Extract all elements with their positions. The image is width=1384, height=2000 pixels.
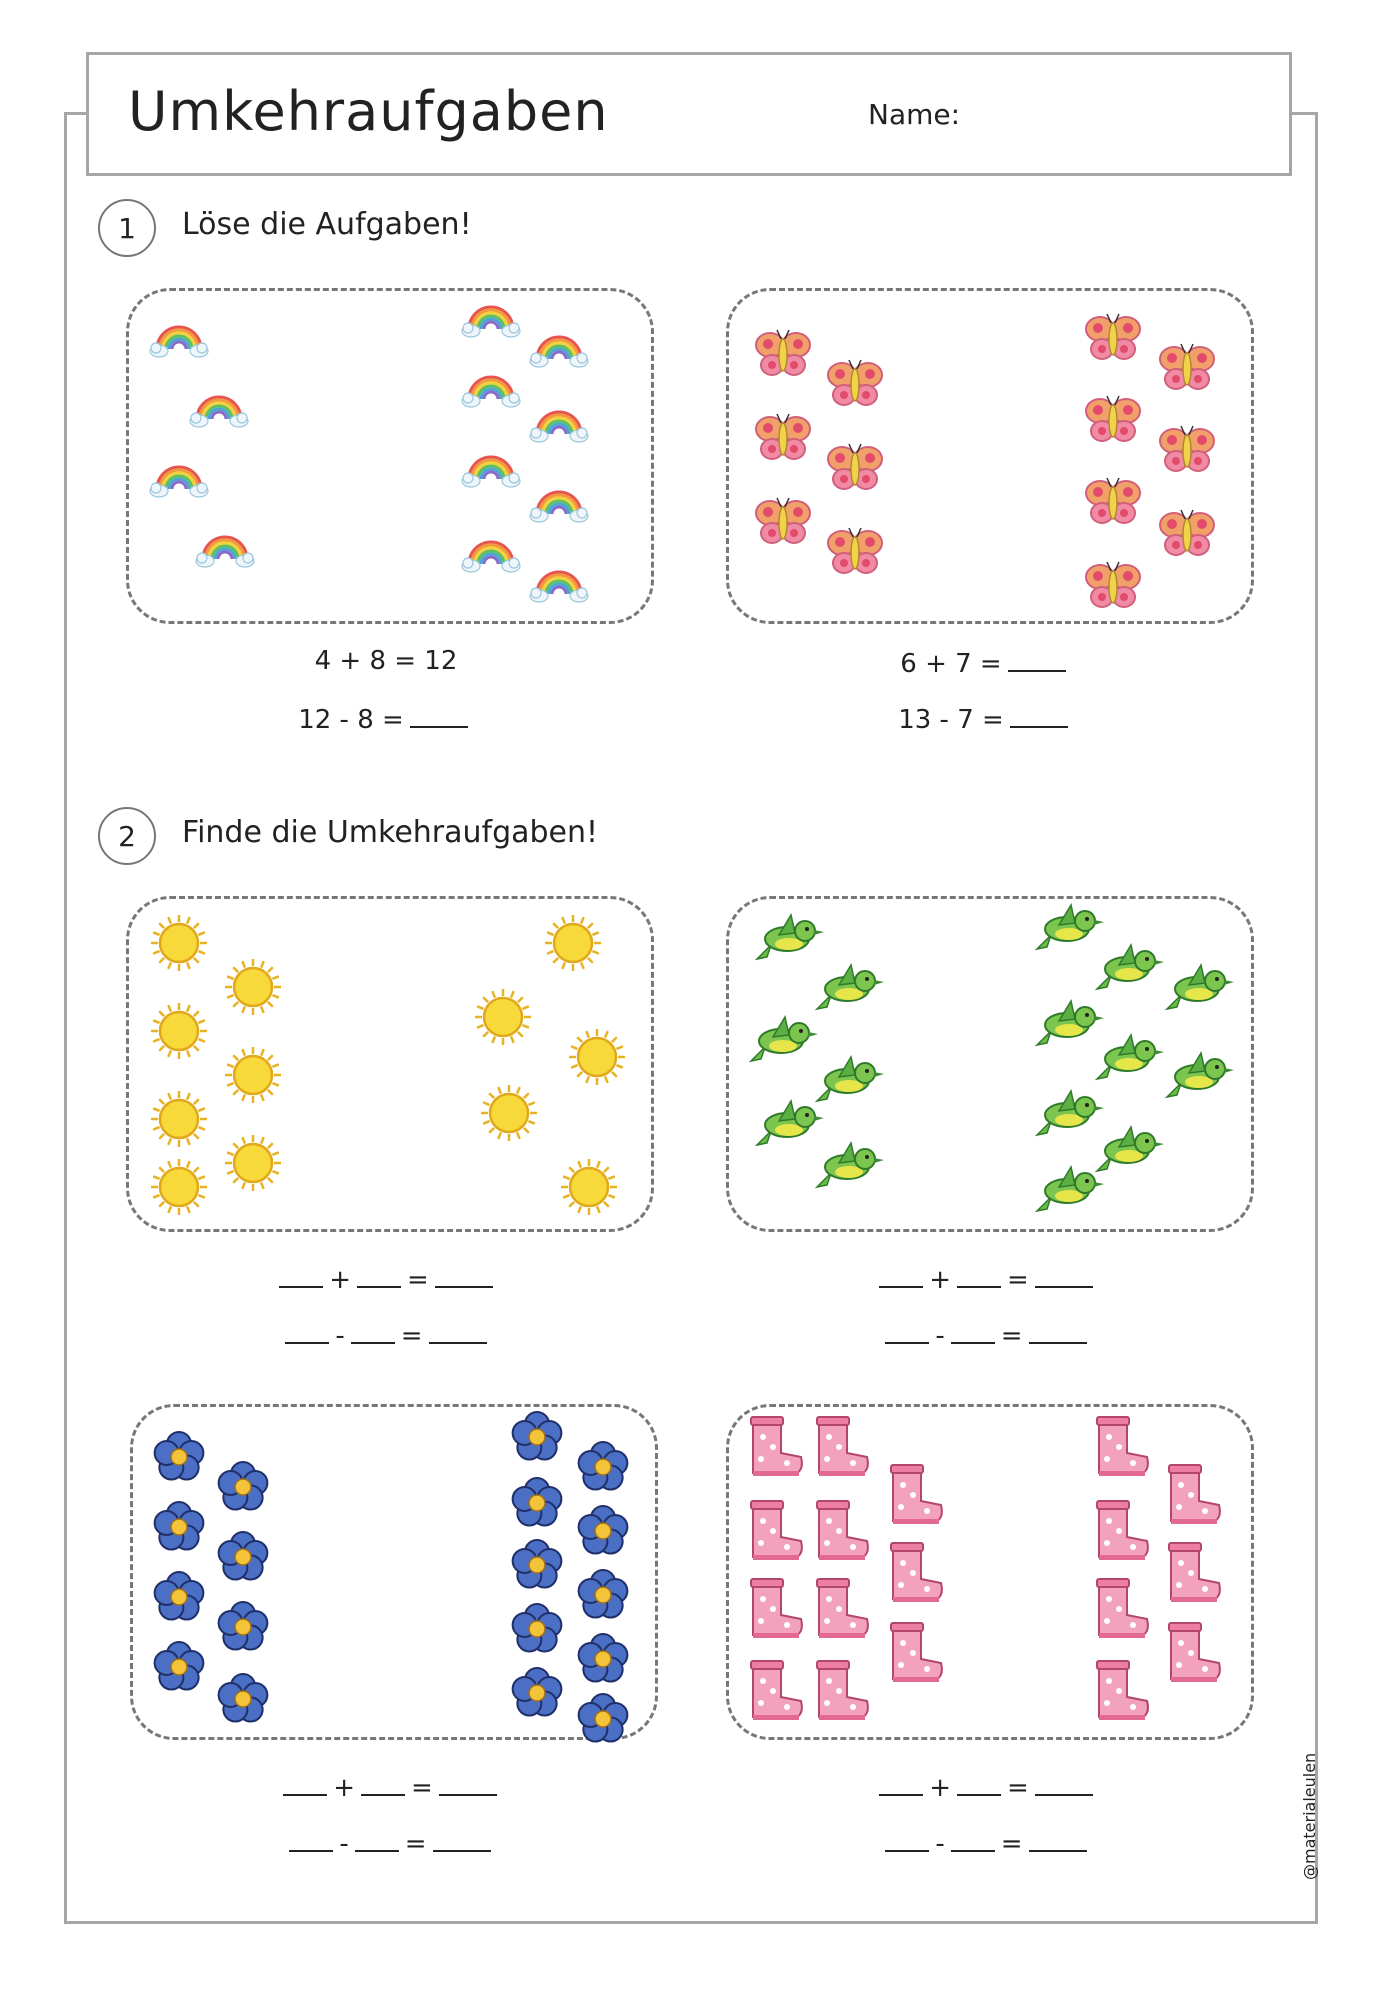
boot-icon	[1093, 1413, 1151, 1483]
butterfly-icon	[1083, 311, 1143, 369]
flower-icon	[149, 1637, 209, 1701]
boot-icon	[747, 1657, 805, 1727]
blank-equation	[806, 1826, 1166, 1859]
answer-blank[interactable]	[1008, 646, 1066, 672]
answer-blank[interactable]	[285, 1318, 329, 1344]
sun-icon	[223, 1133, 283, 1197]
flower-icon	[507, 1663, 567, 1727]
equation-text: 13 - 7 =	[898, 705, 1004, 735]
operator-symbol: +	[329, 1265, 351, 1295]
rainbow-icon	[529, 406, 589, 450]
boot-icon	[887, 1619, 945, 1689]
task-number-2: 2	[98, 807, 156, 865]
flower-icon	[213, 1669, 273, 1733]
butterfly-icon	[1157, 423, 1217, 481]
flower-icon	[213, 1527, 273, 1591]
task-title-2: Finde die Umkehraufgaben!	[182, 815, 599, 850]
boot-icon	[887, 1539, 945, 1609]
equals-symbol: =	[407, 1265, 429, 1295]
butterfly-icon	[825, 357, 885, 415]
name-label: Name:	[868, 98, 961, 131]
boot-icon	[813, 1575, 871, 1645]
butterfly-icon	[1157, 507, 1217, 565]
equals-symbol: =	[400, 1321, 423, 1351]
butterfly-icon	[1083, 559, 1143, 617]
butterfly-icon	[1083, 393, 1143, 451]
boot-icon	[747, 1575, 805, 1645]
boot-icon	[747, 1497, 805, 1567]
answer-blank[interactable]	[957, 1262, 1001, 1288]
answer-blank[interactable]	[357, 1262, 401, 1288]
answer-blank[interactable]	[361, 1770, 405, 1796]
rainbow-icon	[461, 301, 521, 345]
blank-equation	[806, 1318, 1166, 1351]
boot-icon	[1093, 1657, 1151, 1727]
flower-icon	[213, 1597, 273, 1661]
boot-icon	[1165, 1539, 1223, 1609]
butterfly-icon	[1157, 341, 1217, 399]
boot-icon	[813, 1413, 871, 1483]
rainbow-icon	[461, 451, 521, 495]
answer-blank[interactable]	[351, 1318, 395, 1344]
rainbow-icon	[461, 371, 521, 415]
bird-icon	[1159, 1047, 1235, 1107]
rainbow-icon	[149, 461, 209, 505]
bird-icon	[1089, 939, 1165, 999]
equals-symbol: =	[1007, 1773, 1029, 1803]
panel-boots	[726, 1404, 1254, 1740]
equals-symbol: =	[1000, 1321, 1023, 1351]
flower-icon	[573, 1565, 633, 1629]
panel-birds	[726, 896, 1254, 1232]
panel-butterflies	[726, 288, 1254, 624]
answer-blank[interactable]	[957, 1770, 1001, 1796]
butterfly-icon	[753, 495, 813, 553]
answer-blank[interactable]	[439, 1770, 497, 1796]
bird-icon	[809, 959, 885, 1019]
operator-symbol: -	[935, 1321, 945, 1351]
boot-icon	[747, 1413, 805, 1483]
equals-symbol: =	[404, 1829, 427, 1859]
equation-text: 6 + 7 =	[900, 649, 1002, 679]
sun-icon	[223, 1045, 283, 1109]
blank-equation	[206, 1318, 566, 1351]
operator-symbol: +	[333, 1773, 355, 1803]
answer-blank[interactable]	[1035, 1262, 1093, 1288]
butterfly-icon	[825, 525, 885, 583]
boot-icon	[887, 1461, 945, 1531]
flower-icon	[507, 1599, 567, 1663]
answer-blank[interactable]	[289, 1826, 333, 1852]
boot-icon	[1093, 1497, 1151, 1567]
panel-suns	[126, 896, 654, 1232]
flower-icon	[213, 1457, 273, 1521]
bird-icon	[1029, 1161, 1105, 1221]
answer-blank[interactable]	[435, 1262, 493, 1288]
answer-blank[interactable]	[355, 1826, 399, 1852]
equals-symbol: =	[1000, 1829, 1023, 1859]
answer-blank[interactable]	[879, 1262, 923, 1288]
blank-equation	[210, 1770, 570, 1803]
flower-icon	[507, 1535, 567, 1599]
flower-icon	[573, 1501, 633, 1565]
flower-icon	[573, 1689, 633, 1753]
answer-blank[interactable]	[283, 1770, 327, 1796]
sun-icon	[479, 1083, 539, 1147]
answer-blank[interactable]	[410, 702, 468, 728]
rainbow-icon	[529, 486, 589, 530]
sun-icon	[567, 1027, 627, 1091]
blank-equation	[210, 1826, 570, 1859]
task-title-1: Löse die Aufgaben!	[182, 207, 472, 242]
answer-blank[interactable]	[879, 1770, 923, 1796]
credit-text: @materialeulen	[1300, 1752, 1319, 1880]
rainbow-icon	[195, 531, 255, 575]
equation-2b	[806, 702, 1166, 735]
blank-equation	[206, 1262, 566, 1295]
answer-blank[interactable]	[279, 1262, 323, 1288]
butterfly-icon	[1083, 475, 1143, 533]
equation-1b	[206, 702, 566, 735]
answer-blank[interactable]	[433, 1826, 491, 1852]
operator-symbol: +	[929, 1773, 951, 1803]
blank-equation	[806, 1262, 1166, 1295]
answer-blank[interactable]	[885, 1318, 929, 1344]
boot-icon	[1093, 1575, 1151, 1645]
sun-icon	[223, 957, 283, 1021]
page-title: Umkehraufgaben	[128, 80, 609, 143]
butterfly-icon	[753, 327, 813, 385]
answer-blank[interactable]	[1035, 1770, 1093, 1796]
equation-text: 12 - 8 =	[298, 705, 404, 735]
boot-icon	[813, 1497, 871, 1567]
flower-icon	[149, 1567, 209, 1631]
butterfly-icon	[825, 441, 885, 499]
boot-icon	[1165, 1619, 1223, 1689]
rainbow-icon	[529, 331, 589, 375]
flower-icon	[149, 1427, 209, 1491]
boot-icon	[813, 1657, 871, 1727]
flower-icon	[573, 1437, 633, 1501]
answer-blank[interactable]	[951, 1826, 995, 1852]
equals-symbol: =	[411, 1773, 433, 1803]
rainbow-icon	[149, 321, 209, 365]
panel-flowers	[130, 1404, 658, 1740]
operator-symbol: -	[935, 1829, 945, 1859]
bird-icon	[809, 1137, 885, 1197]
sun-icon	[559, 1157, 619, 1221]
answer-blank[interactable]	[1029, 1318, 1087, 1344]
butterfly-icon	[753, 411, 813, 469]
operator-symbol: +	[929, 1265, 951, 1295]
flower-icon	[507, 1407, 567, 1471]
bird-icon	[1089, 1029, 1165, 1089]
rainbow-icon	[189, 391, 249, 435]
equation-1a: 4 + 8 = 12	[314, 646, 458, 676]
bird-icon	[1159, 959, 1235, 1019]
blank-equation	[806, 1770, 1166, 1803]
flower-icon	[573, 1629, 633, 1693]
task-number-1: 1	[98, 199, 156, 257]
rainbow-icon	[461, 536, 521, 580]
sun-icon	[149, 1089, 209, 1153]
sun-icon	[149, 1157, 209, 1221]
answer-blank[interactable]	[429, 1318, 487, 1344]
sun-icon	[149, 1001, 209, 1065]
bird-icon	[743, 1011, 819, 1071]
operator-symbol: -	[335, 1321, 345, 1351]
sun-icon	[543, 913, 603, 977]
equation-2a	[806, 646, 1166, 679]
sun-icon	[149, 913, 209, 977]
answer-blank[interactable]	[1029, 1826, 1087, 1852]
sun-icon	[473, 987, 533, 1051]
boot-icon	[1165, 1461, 1223, 1531]
equals-symbol: =	[1007, 1265, 1029, 1295]
flower-icon	[507, 1473, 567, 1537]
answer-blank[interactable]	[951, 1318, 995, 1344]
panel-rainbows	[126, 288, 654, 624]
flower-icon	[149, 1497, 209, 1561]
operator-symbol: -	[339, 1829, 349, 1859]
answer-blank[interactable]	[1010, 702, 1068, 728]
answer-blank[interactable]	[885, 1826, 929, 1852]
rainbow-icon	[529, 566, 589, 610]
